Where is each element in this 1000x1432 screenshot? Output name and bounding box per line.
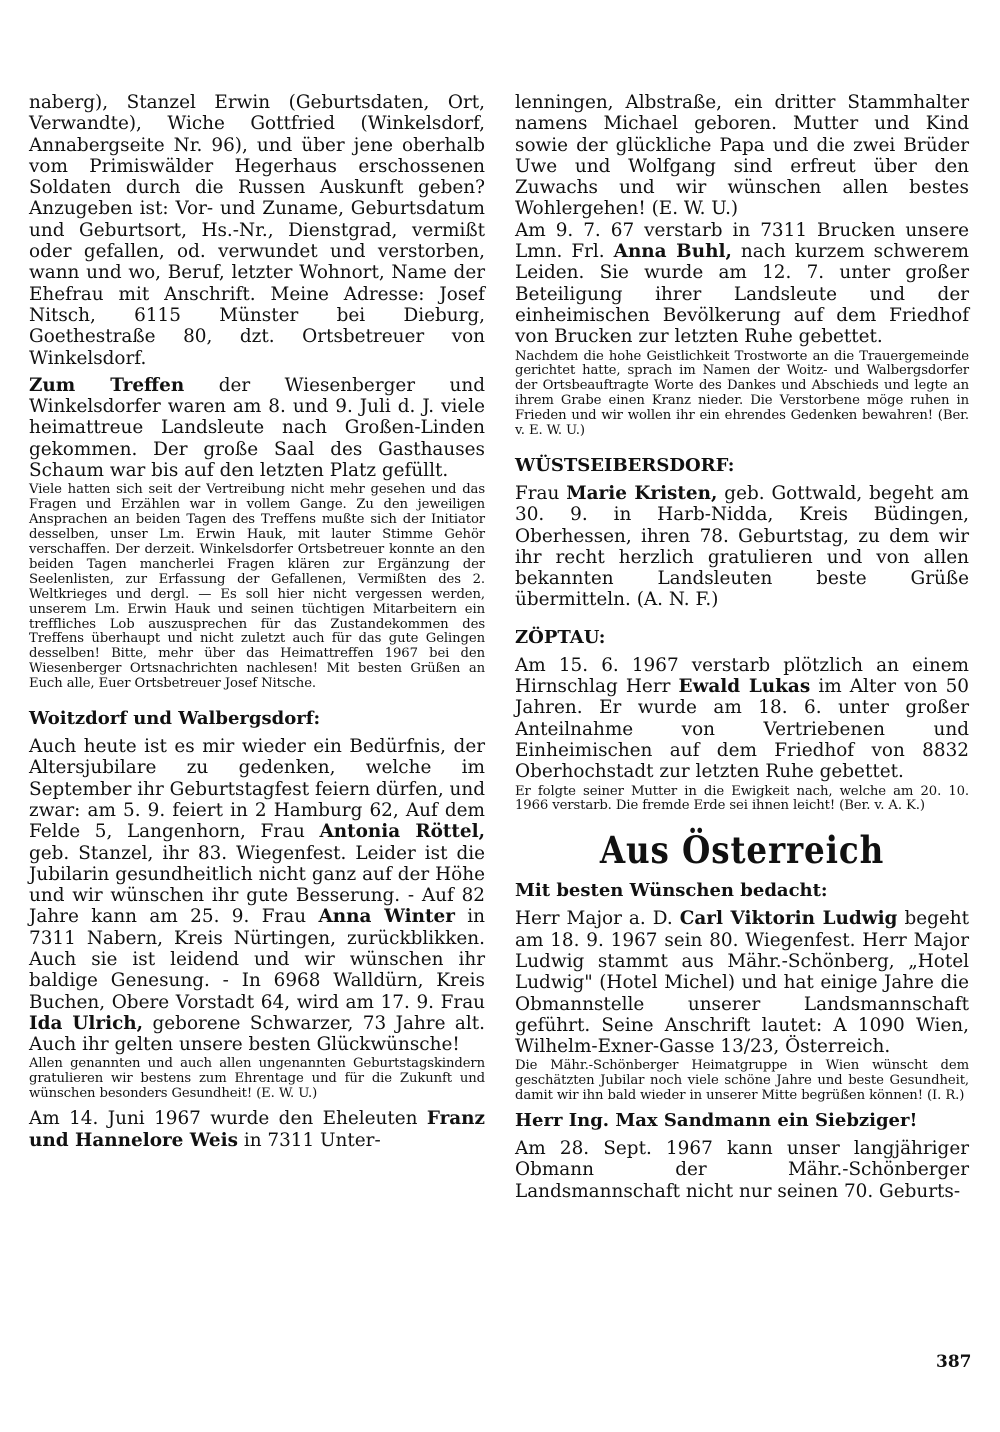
paragraph-text: geb. Stanzel, ihr 83. Wiegenfest. Leider ist die Jubilarin gesundheitlich nicht ganz auf der Höhe und wir wünschen ihr gute Besserung. - Auf 82 Jahre kann am 25. 9. Frau: [29, 842, 485, 928]
paragraph-text: nach kurzem schwerem Leiden. Sie wurde am 12. 7. unter großer Beteiligung ihrer Landsleute und der einheimischen Bevölkerung auf dem Friedhof von Brucken zur letzten Ruhe gebettet.: [515, 241, 969, 348]
paragraph-text: Am 15. 6. 1967 verstarb plötzlich an einem Hirnschlag Herr: [515, 654, 969, 698]
right-column: [515, 92, 969, 1202]
paragraph-text: Am 14. Juni 1967 wurde den Eheleuten: [29, 1108, 427, 1130]
person-name: Marie Kristen,: [566, 483, 718, 504]
paragraph: naberg), Stanzel Erwin (Geburtsdaten, Ort, Verwandte), Wiche Gottfried (Winkelsdorf, Annabergseite Nr. 96), und über jene oberhalb vom Primiswälder Hegerhaus erschossenen Soldaten durch die Russen Auskunft geben? Anzugeben ist: Vor- und Zuname, Geburtsdatum und Geburtsort, Hs.-Nr., Dienstgrad, vermißt oder gefallen, od. verwundet und verstorben, wann und wo, Beruf, letzter Wohnort, Name der Ehefrau mit Anschrift. Meine Adresse: Josef Nitsch, 6115 Münster bei Dieburg, Goethestraße 80, dzt. Ortsbetreuer von Winkelsdorf.: [29, 92, 485, 369]
left-column: [29, 92, 485, 1151]
person-name: Carl Viktorin Ludwig: [679, 908, 898, 930]
paragraph: lenningen, Albstraße, ein dritter Stammhalter namens Michael geboren. Mutter und Kind sowie der glückliche Papa und die zwei Brüder Uwe und Wolfgang sind erfreut über den Zuwachs und wir wünschen allen bestes Wohlergehen! (E. W. U.): [515, 92, 969, 220]
person-name: Anna Buhl,: [613, 241, 732, 263]
person-name: Anna Winter: [318, 906, 455, 928]
paragraph-text: in 7311 Unter-: [237, 1129, 381, 1151]
paragraph-treffen: [29, 375, 485, 481]
small-print-paragraph: Er folgte seiner Mutter in die Ewigkeit nach, welche am 20. 10. 1966 verstarb. Die fremde Erde sei ihnen leicht! (Ber. v. A. K.): [515, 783, 969, 814]
person-name: Antonia Röttel,: [319, 821, 485, 843]
small-print-paragraph: Allen genannten und auch allen ungenannten Geburtstagskindern gratulieren wir bestens zum Ehrentage und für die Zukunft und wünschen besonders Gesundheit! (E. W. U.): [29, 1056, 485, 1102]
paragraph-obituary: [515, 220, 969, 348]
paragraph-text: Herr Major a. D.: [515, 908, 680, 930]
paragraph-text: im Alter von 50 Jahren. Er wurde am 18. 6. unter großer Anteilnahme von Vertriebenen und Einheimischen auf dem Friedhof von 8832 Oberhochstadt zur letzten Ruhe gebettet.: [515, 676, 969, 783]
paragraph-text: Am 9. 7. 67 verstarb in 7311 Brucken unsere Lmn. Frl.: [515, 219, 969, 263]
section-heading: Mit besten Wünschen bedacht:: [515, 880, 828, 902]
paragraph-text: in 7311 Nabern, Kreis Nürtingen, zurückblikken. Auch sie ist leidend und wir wünschen ihr baldige Genesung. - In 6968 Walldürn, Kreis Buchen, Obere Vorstadt 64, wird am 17. 9. Frau: [29, 906, 485, 1013]
run-in-heading: Zum Treffen: [29, 374, 185, 396]
page-number: 387: [936, 1352, 972, 1372]
paragraph-text: geb. Gottwald, begeht am 30. 9. in Harb-Nidda, Kreis Büdingen, Oberhessen, ihren 78. Geburtstag, zu dem wir ihr recht herzlich gratulieren und von allen bekannten Landsleuten beste Grüße übermitteln. (A. N. F.): [515, 483, 969, 611]
paragraph-text: der Wiesenberger und Winkelsdorfer waren am 8. und 9. Juli d. J. viele heimattreue Landsleute nach Großen-Linden gekommen. Der große Saal des Gasthauses Schaum war bis auf den letzten Platz gefüllt.: [29, 374, 486, 482]
section-title: Aus Österreich: [599, 828, 885, 873]
section-heading: Woitzdorf und Walbergsdorf:: [29, 708, 321, 730]
small-print-paragraph: Nachdem die hohe Geistlichkeit Trostworte an die Trauergemeinde gerichtet hatte, sprach im Namen der Woitz- und Walbergsdorfer der Ortsbeauftragte Worte des Dankes und Abschieds und legte an ihrem Grabe einen Kranz nieder. Die Verstorbene möge ruhen in Frieden und wir wollen ihr ein ehrendes Gedenken bewahren! (Ber. v. E. W. U.): [515, 348, 969, 439]
small-print-paragraph: Viele hatten sich seit der Vertreibung nicht mehr gesehen und das Fragen und Erzählen war in vollem Gange. Zu den jeweiligen Ansprachen an beiden Tagen des Treffens mußte sich der Initiator desselben, unser Lm. Erwin Hauk, mit lauter Stimme Gehör verschaffen. Der derzeit. Winkelsdorfer Ortsbetreuer konnte an den beiden Tagen mancherlei Fragen klären zur Ergänzung der Seelenlisten, zur Erfassung der Gefallenen, Vermißten des 2. Weltkrieges und dergl. — Es soll hier nicht vergessen werden, unserem Lm. Erwin Hauk und seinen tüchtigen Mitarbeitern ein treffliches Lob auszusprechen für das Zustandekommen des Treffens überhaupt und nicht zuletzt auch für das gute Gelingen desselben! Bitte, mehr über das Heimattreffen 1967 bei den Wiesenberger Ortsnachrichten nachlesen! Mit besten Grüßen an Euch alle, Euer Ortsbetreuer Josef Nitsche.: [29, 482, 485, 692]
paragraph-text: Auch heute ist es mir wieder ein Bedürfnis, der Altersjubilare zu gedenken, welche im September ihr Geburtstagfest feiern dürfen, und zwar: am 5. 9. feiert in 2 Hamburg 62, Auf dem Felde 5, Langenhorn, Frau: [29, 736, 485, 843]
section-heading: Herr Ing. Max Sandmann ein Siebziger!: [515, 1110, 918, 1132]
paragraph-text: Frau: [515, 483, 567, 504]
person-name: Ida Ulrich,: [29, 1012, 144, 1034]
person-name: Franz und Hannelore Weis: [29, 1108, 485, 1151]
paragraph-birthday: [515, 483, 969, 611]
paragraph-text: begeht am 18. 9. 1967 sein 80. Wiegenfest. Herr Major Ludwig stammt aus Mähr.-Schönberg, „Hotel Ludwig" (Hotel Michel) und hat einige Jahre die Obmannstelle unserer Landsmannschaft geführt. Seine Anschrift lautet: A 1090 Wien, Wilhelm-Exner-Gasse 13/23, Österreich.: [515, 908, 969, 1058]
paragraph-obituary: [515, 655, 969, 783]
paragraph-birthdays: [29, 736, 485, 1055]
person-name: Ewald Lukas: [678, 676, 811, 698]
paragraph-jubilee: [515, 908, 969, 1057]
paragraph-text: geborene Schwarzer, 73 Jahre alt. Auch ihr gelten unsere besten Glückwünsche!: [29, 1012, 485, 1056]
paragraph-birth: [29, 1108, 485, 1151]
small-print-paragraph: Die Mähr.-Schönberger Heimatgruppe in Wien wünscht dem geschätzten Jubilar noch viele schöne Jahre und beste Gesundheit, damit wir ihn bald wieder in unserer Mitte begrüßen können! (I. R.): [515, 1058, 969, 1104]
paragraph: Am 28. Sept. 1967 kann unser langjähriger Obmann der Mähr.-Schönberger Landsmannschaft nicht nur seinen 70. Geburts-: [515, 1138, 969, 1202]
section-heading: WÜSTSEIBERSDORF:: [515, 455, 735, 476]
section-heading: ZÖPTAU:: [515, 626, 606, 648]
